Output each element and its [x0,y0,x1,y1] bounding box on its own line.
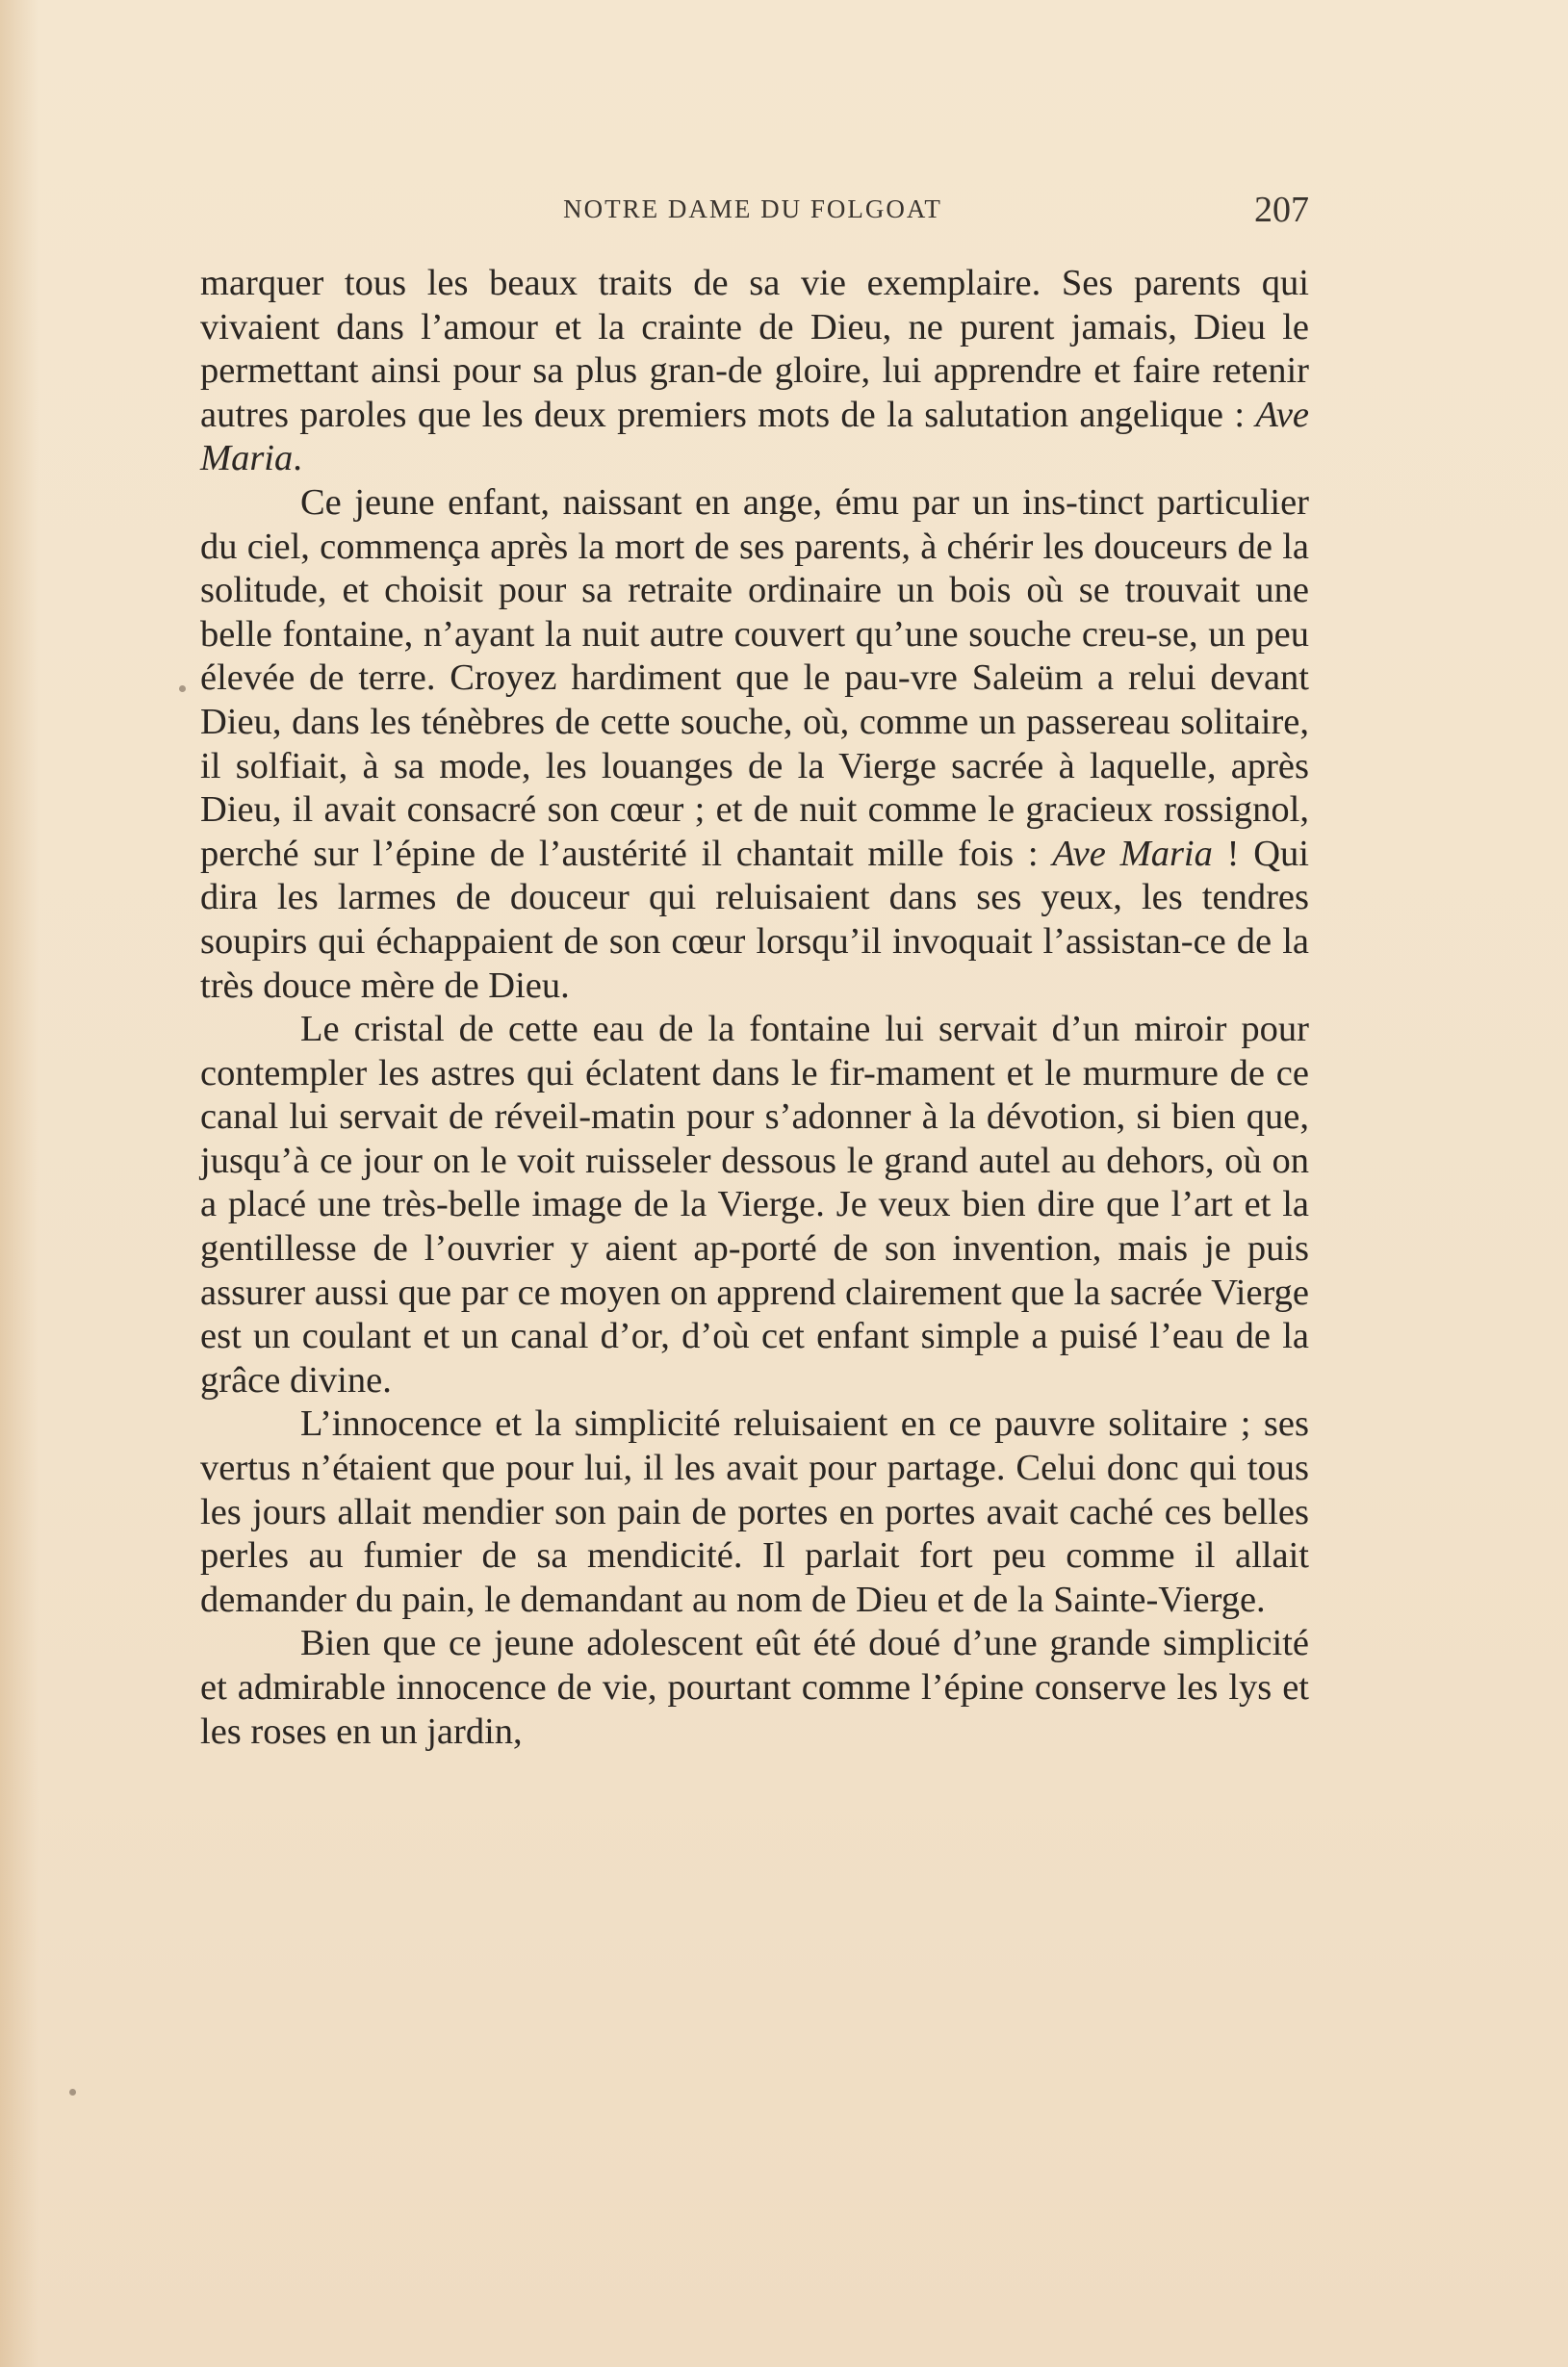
paragraph-text: . [293,438,302,479]
running-head [196,190,1309,233]
paragraph-text: Le cristal de cette eau de la fontaine lui servait d’un miroir pour contempler les astres qui éclatent dans le fir-mament et le murmure de ce canal lui servait de réveil-matin pour s’adonner à la dévotion, si bien que, jusqu’à ce jour on le voit ruisseler dessous le grand autel au dehors, où on a placé une très-belle image de la Vierge. Je veux bien dire que l’art et la gentillesse de l’ouvrier y aient ap-porté de son invention, mais je puis assurer aussi que par ce moyen on apprend clairement que la sacrée Vierge est un coulant et un canal d’or, d’où cet enfant simple a puisé l’eau de la grâce divine. [200,1009,1309,1401]
paragraph-5 [200,1622,1309,1754]
italic-phrase: Ave Maria [200,394,1309,479]
paragraph-text: L’innocence et la simplicité reluisaient en ce pauvre solitaire ; ses vertus n’étaient que pour lui, il les avait pour partage. Celui donc qui tous les jours allait mendier son pain de portes en portes avait caché ces belles perles au fumier de sa mendicité. Il parlait fort peu comme il allait demander du pain, le demandant au nom de Dieu et de la Sainte-Vierge. [200,1403,1309,1620]
paper-speck [179,685,186,692]
paragraph-text: ! Qui dira les larmes de douceur qui reluisaient dans ses yeux, les tendres soupirs qui échappaient de son cœur lorsqu’il invoquait l’assistan-ce de la très douce mère de Dieu. [200,833,1309,1006]
paragraph-text: Ce jeune enfant, naissant en ange, ému par un ins-tinct particulier du ciel, commença après la mort de ses parents, à chérir les douceurs de la solitude, et choisit pour sa retraite ordinaire un bois où se trouvait une belle fontaine, n’ayant la nuit autre couvert qu’une souche creu-se, un peu élevée de terre. Croyez hardiment que le pau-vre Saleüm a relui devant Dieu, dans les ténèbres de cette souche, où, comme un passereau solitaire, il solfiait, à sa mode, les louanges de la Vierge sacrée à laquelle, après Dieu, il avait consacré son cœur ; et de nuit comme le gracieux rossignol, perché sur l’épine de l’austérité il chantait mille fois : [200,481,1309,874]
running-title: NOTRE DAME DU FOLGOAT [563,194,942,223]
paragraph-3 [200,1008,1309,1402]
page-number: 207 [1254,190,1309,230]
paragraph-4 [200,1402,1309,1622]
italic-phrase: Ave Maria [1052,833,1213,874]
paragraph-text: Bien que ce jeune adolescent eût été doué d’une grande simplicité et admirable innocence de vie, pourtant comme l’épine conserve les lys et les roses en un jardin, [200,1623,1309,1752]
paper-speck [69,2089,76,2096]
body-text [200,262,1309,1754]
paragraph-1 [200,262,1309,481]
paragraph-text: marquer tous les beaux traits de sa vie exemplaire. Ses parents qui vivaient dans l’amour et la crainte de Dieu, ne purent jamais, Dieu le permettant ainsi pour sa plus gran-de gloire, lui apprendre et faire retenir autres paroles que les deux premiers mots de la salutation angelique : [200,263,1309,435]
paragraph-2 [200,481,1309,1008]
